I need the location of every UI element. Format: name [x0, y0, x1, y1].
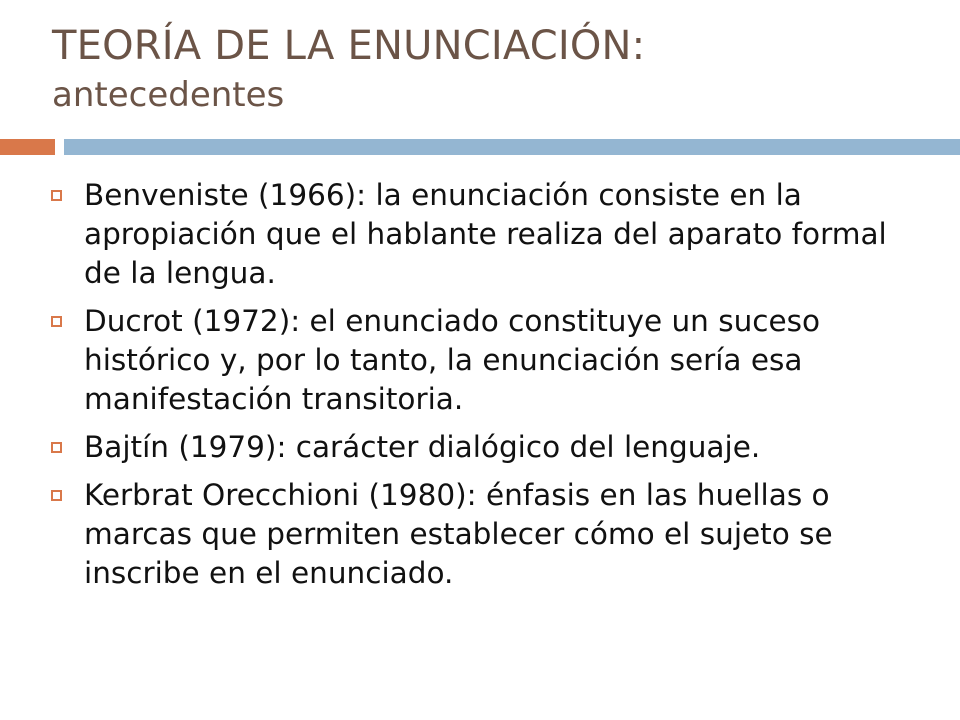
- title-subtitle: antecedentes: [52, 75, 285, 115]
- bullet-item-kerbrat: [48, 476, 928, 593]
- hollow-square-icon: [51, 190, 62, 201]
- bullet-text: Ducrot (1972): el enunciado constituye un suceso histórico y, por lo tanto, la enunciación sería esa manifestación transitoria.: [84, 304, 821, 416]
- slide-title: [52, 20, 932, 118]
- title-main: TEORÍA DE LA ENUNCIACIÓN:: [52, 23, 646, 69]
- hollow-square-icon: [51, 316, 62, 327]
- bullet-item-bajtin: [48, 428, 928, 467]
- bullet-text: Kerbrat Orecchioni (1980): énfasis en las huellas o marcas que permiten establecer cómo el sujeto se inscribe en el enunciado.: [84, 478, 833, 590]
- title-divider-bar: [64, 139, 960, 155]
- bullet-text: Bajtín (1979): carácter dialógico del lenguaje.: [84, 430, 761, 464]
- bullet-item-ducrot: [48, 302, 928, 419]
- hollow-square-icon: [51, 490, 62, 501]
- bullet-item-benveniste: [48, 176, 928, 293]
- bullet-list: [48, 176, 928, 602]
- bullet-text: Benveniste (1966): la enunciación consiste en la apropiación que el hablante realiza del aparato formal de la lengua.: [84, 178, 887, 290]
- title-accent-bar: [0, 139, 55, 155]
- hollow-square-icon: [51, 442, 62, 453]
